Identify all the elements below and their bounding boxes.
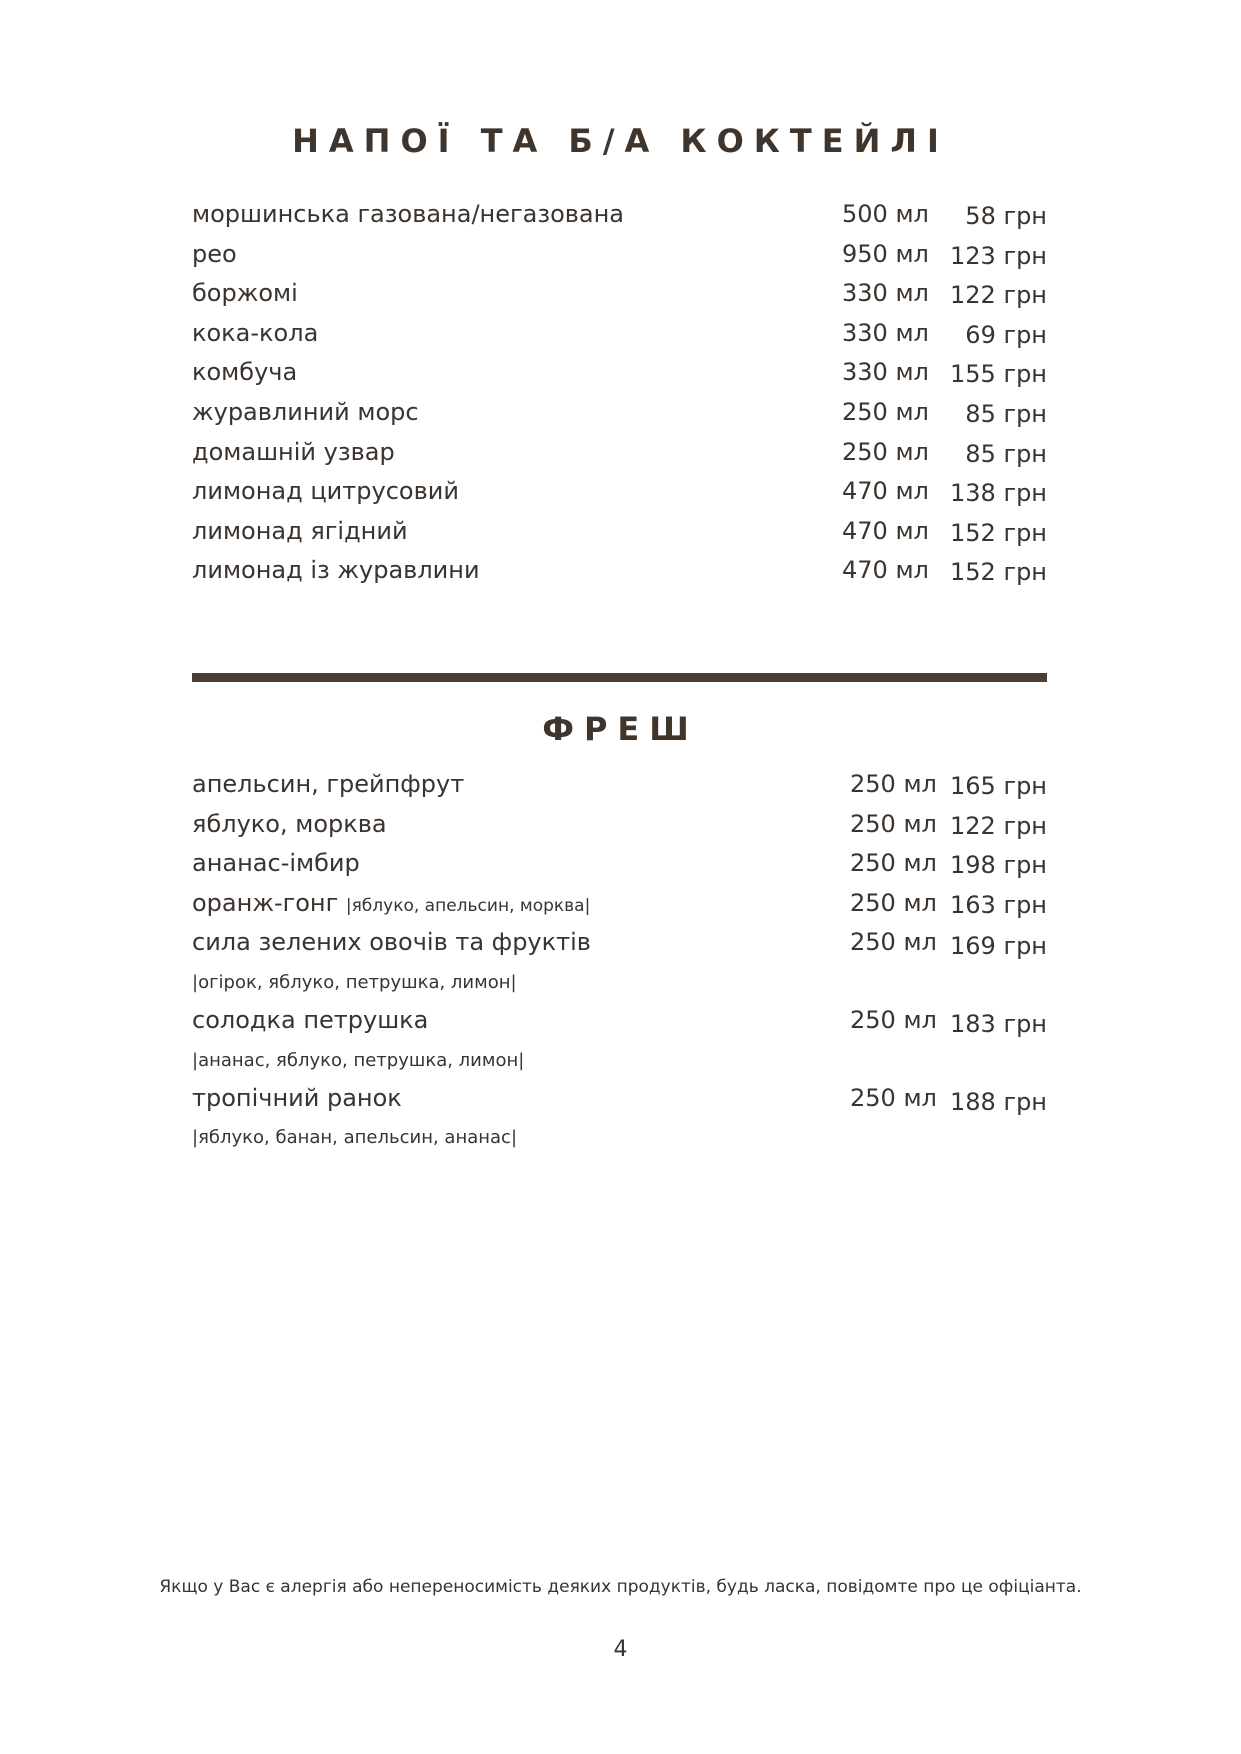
- item-volume: 330 мл: [842, 358, 929, 387]
- item-price: 165 грн: [950, 772, 1047, 800]
- item-name: оранж-гонг: [192, 888, 339, 917]
- item-ingredients: |огірок, яблуко, петрушка, лимон|: [192, 971, 517, 993]
- item-name: моршинська газована/негазована: [192, 200, 625, 228]
- item-price: 163 грн: [950, 890, 1047, 919]
- menu-row: [192, 845, 1047, 885]
- item-volume: 330 мл: [842, 279, 929, 308]
- menu-row: [192, 236, 1047, 276]
- item-name: рео: [192, 239, 237, 268]
- item-price: 155 грн: [950, 360, 1047, 389]
- item-volume: 470 мл: [842, 556, 929, 585]
- item-name: тропічний ранок: [192, 1083, 402, 1112]
- item-name: яблуко, морква: [192, 809, 387, 838]
- item-volume: 250 мл: [850, 1083, 937, 1112]
- page-number: 4: [613, 1637, 628, 1662]
- item-desc-row: [192, 964, 1047, 1002]
- menu-row: [192, 354, 1047, 394]
- drinks-list: [192, 196, 1047, 592]
- section-title-drinks: НАПОЇ ТА Б/А КОКТЕЙЛІ: [292, 122, 949, 160]
- item-volume: 250 мл: [850, 770, 937, 798]
- item-volume: 250 мл: [850, 809, 937, 838]
- item-ingredients: |ананас, яблуко, петрушка, лимон|: [192, 1049, 525, 1071]
- item-volume: 250 мл: [850, 888, 937, 917]
- menu-row: [192, 315, 1047, 355]
- menu-row: [192, 1080, 1047, 1120]
- section-title-fresh: ФРЕШ: [542, 710, 699, 748]
- item-name: боржомі: [192, 279, 298, 308]
- menu-row: [192, 806, 1047, 846]
- item-name: лимонад із журавлини: [192, 556, 480, 585]
- item-name: сила зелених овочів та фруктів: [192, 928, 591, 957]
- item-name-with-desc: [192, 889, 590, 917]
- item-ingredients: |яблуко, апельсин, морква|: [345, 895, 591, 916]
- item-volume: 250 мл: [850, 1005, 937, 1034]
- menu-row: [192, 394, 1047, 434]
- item-name: лимонад ягідний: [192, 516, 408, 545]
- item-volume: 470 мл: [842, 477, 929, 506]
- item-ingredients: |яблуко, банан, апельсин, ананас|: [192, 1127, 518, 1149]
- item-price: 58 грн: [965, 202, 1047, 230]
- item-name: апельсин, грейпфрут: [192, 770, 465, 798]
- menu-row: [192, 1002, 1047, 1042]
- item-name: журавлиний морс: [192, 397, 419, 426]
- item-desc-row: [192, 1042, 1047, 1080]
- item-name: кока-кола: [192, 318, 319, 347]
- item-price: 152 грн: [950, 518, 1047, 547]
- menu-row: [192, 275, 1047, 315]
- item-volume: 950 мл: [842, 239, 929, 268]
- item-volume: 250 мл: [850, 849, 937, 878]
- item-price: 169 грн: [950, 932, 1047, 961]
- item-volume: 500 мл: [842, 200, 929, 228]
- menu-row: [192, 924, 1047, 964]
- item-price: 198 грн: [950, 851, 1047, 880]
- menu-row: [192, 552, 1047, 592]
- item-name: комбуча: [192, 358, 298, 387]
- item-desc-row: [192, 1119, 1047, 1157]
- item-price: 122 грн: [950, 811, 1047, 840]
- allergy-note: Якщо у Вас є алергія або непереносимість деяких продуктів, будь ласка, повідомте про це офіціанта.: [159, 1577, 1082, 1597]
- item-price: 85 грн: [965, 399, 1047, 428]
- menu-row: [192, 766, 1047, 806]
- menu-row: [192, 434, 1047, 474]
- item-price: 69 грн: [965, 320, 1047, 349]
- section-divider: [192, 673, 1047, 682]
- item-price: 123 грн: [950, 241, 1047, 270]
- menu-row: [192, 885, 1047, 925]
- menu-row: [192, 513, 1047, 553]
- fresh-list: [192, 766, 1047, 1157]
- item-volume: 250 мл: [842, 397, 929, 426]
- item-price: 152 грн: [950, 558, 1047, 587]
- item-price: 138 грн: [950, 479, 1047, 508]
- item-price: 188 грн: [950, 1087, 1047, 1116]
- item-name: ананас-імбир: [192, 849, 360, 878]
- item-price: 183 грн: [950, 1009, 1047, 1038]
- item-name: домашній узвар: [192, 437, 395, 466]
- item-volume: 250 мл: [850, 928, 937, 957]
- item-price: 85 грн: [965, 439, 1047, 468]
- item-name: лимонад цитрусовий: [192, 477, 459, 506]
- item-volume: 470 мл: [842, 516, 929, 545]
- menu-row: [192, 196, 1047, 236]
- item-volume: 250 мл: [842, 437, 929, 466]
- menu-row: [192, 473, 1047, 513]
- item-price: 122 грн: [950, 281, 1047, 310]
- item-volume: 330 мл: [842, 318, 929, 347]
- item-name: солодка петрушка: [192, 1005, 429, 1034]
